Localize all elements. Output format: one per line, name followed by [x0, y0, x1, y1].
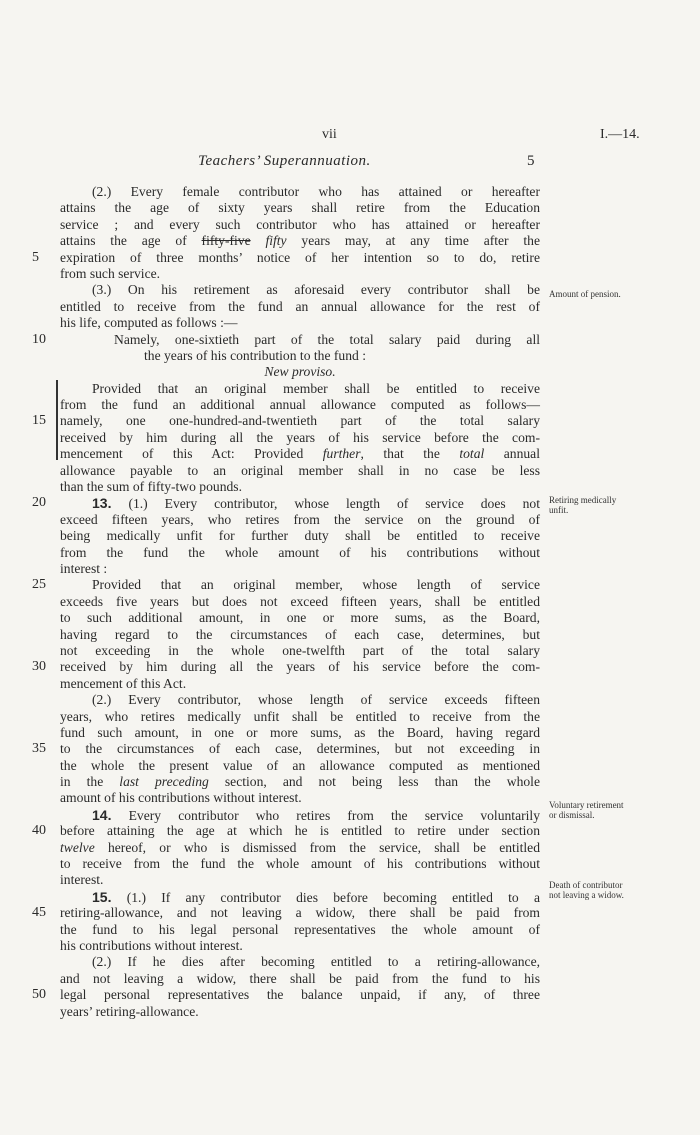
line-text: received by him during all the years of his service before the com- [60, 659, 540, 675]
text-line [60, 364, 540, 380]
line-number: 35 [32, 741, 46, 757]
text-line [60, 528, 540, 544]
line-text: expiration of three months’ notice of her intention so to do, retire [60, 249, 540, 265]
line-text: in the last preceding section, and not being less than the whole [60, 774, 540, 790]
text-line [60, 840, 540, 856]
text-line [60, 217, 540, 233]
line-text: (2.) Every female contributor who has attained or hereafter [92, 184, 540, 199]
text-line [60, 315, 540, 331]
line-text: to the circumstances of each case, determines, but not exceeding in [60, 741, 540, 757]
text-line [60, 889, 540, 905]
line-text: twelve hereof, or who is dismissed from the service, shall be entitled [60, 839, 540, 855]
text-line [32, 905, 540, 921]
line-text: the fund to his legal personal representatives the whole amount of [60, 921, 540, 937]
line-text: attains the age of sixty years shall retire from the Education [60, 200, 540, 216]
text-line [60, 430, 540, 446]
text-line [60, 479, 540, 495]
text-line [60, 627, 540, 643]
text-line [60, 397, 540, 413]
text-line [60, 446, 540, 462]
line-text: service ; and every such contributor who has attained or hereafter [60, 216, 540, 232]
text-line [60, 348, 540, 364]
line-text: being medically unfit for further duty shall be entitled to receive [60, 528, 540, 544]
line-text: from the fund an additional annual allowance computed as follows— [60, 397, 540, 413]
text-line [60, 790, 540, 806]
line-text: years, who retires medically unfit shall be entitled to receive from the [60, 708, 540, 724]
line-number: 10 [32, 331, 46, 347]
line-number: 5 [32, 249, 39, 265]
line-text: legal personal representatives the balance unpaid, if any, of three [60, 987, 540, 1003]
text-line [60, 692, 540, 708]
line-text: his contributions without interest. [60, 937, 243, 953]
line-text: interest. [60, 872, 104, 888]
text-line [60, 594, 540, 610]
text-line [32, 659, 540, 675]
text-line [60, 676, 540, 692]
line-text: his life, computed as follows :— [60, 315, 238, 331]
line-text: from such service. [60, 265, 161, 281]
text-line [32, 823, 540, 839]
line-number: 20 [32, 495, 46, 511]
line-text: (2.) If he dies after becoming entitled to a retiring-allowance, [92, 954, 540, 970]
line-text: amount of his contributions without interest. [60, 790, 302, 806]
text-line [32, 413, 540, 429]
margin-note-amount-of-pension: Amount of pension. [549, 289, 621, 299]
line-text: from the fund the whole amount of his contributions without [60, 544, 540, 560]
line-text: Provided that an original member, whose length of service [92, 577, 540, 593]
line-text: exceed fifteen years, who retires from the service on the ground of [60, 511, 540, 527]
text-line [32, 495, 540, 512]
text-line [60, 463, 540, 479]
line-text: mencement of this Act. [60, 675, 187, 691]
line-text: 14. Every contributor who retires from the service voluntarily [92, 806, 540, 823]
text-line [60, 807, 540, 823]
line-text: not exceeding in the whole one-twelfth part of the total salary [60, 642, 540, 658]
line-text: 13. (1.) Every contributor, whose length of service does not [92, 495, 540, 512]
line-text: having regard to the circumstances of each case, determines, but [60, 626, 540, 642]
text-line [60, 971, 540, 987]
text-line [32, 249, 540, 266]
margin-note-voluntary-retirement: Voluntary retirement or dismissal. [549, 800, 624, 820]
line-text: received by him during all the years of his service before the com- [60, 429, 540, 445]
line-text: to receive from the fund the whole amount of his contributions without [60, 856, 540, 872]
line-text: entitled to receive from the fund an annual allowance for the rest of [60, 298, 540, 314]
line-text: retiring-allowance, and not leaving a widow, there shall be paid from [60, 905, 540, 921]
line-text: fund such amount, in one or more sums, as the Board, having regard [60, 724, 540, 740]
line-text: Provided that an original member shall be entitled to receive [92, 380, 540, 396]
text-line [60, 954, 540, 970]
text-line [60, 200, 540, 216]
line-number: 50 [32, 987, 46, 1003]
text-line [60, 266, 540, 282]
line-text: than the sum of fifty-two pounds. [60, 479, 242, 495]
text-line [60, 643, 540, 659]
text-line [60, 282, 540, 298]
line-text: the whole the present value of an allowance computed as mentioned [60, 757, 540, 773]
line-number: 15 [32, 413, 46, 429]
text-line [60, 299, 540, 315]
line-text: mencement of this Act: Provided further, that the total annual [60, 446, 540, 462]
line-text: the years of his contribution to the fund : [144, 347, 366, 363]
line-text: (3.) On his retirement as aforesaid every contributor shall be [92, 282, 540, 298]
line-text: and not leaving a widow, there shall be paid from the fund to his [60, 970, 540, 986]
text-line [60, 725, 540, 741]
line-text: before attaining the age at which he is entitled to retire under section [60, 823, 540, 839]
text-line [60, 233, 540, 249]
text-line [32, 741, 540, 757]
text-line [60, 774, 540, 790]
new-proviso-marker-bar [56, 380, 58, 460]
text-line [32, 577, 540, 593]
line-number: 25 [32, 577, 46, 593]
text-line [32, 987, 540, 1003]
line-text: (2.) Every contributor, whose length of service exceeds fifteen [92, 692, 540, 708]
folio-roman: vii [322, 127, 337, 142]
line-text: attains the age of fifty-five fifty years may, at any time after the [60, 233, 541, 249]
text-line [60, 561, 540, 577]
line-text: interest : [60, 560, 108, 576]
line-number: 45 [32, 905, 46, 921]
line-number: 40 [32, 823, 46, 839]
line-text: allowance payable to an original member shall in no case be less [60, 462, 540, 478]
statute-body [32, 184, 541, 1020]
running-title: Teachers’ Superannuation. [198, 153, 371, 169]
text-line [60, 610, 540, 626]
text-line [32, 331, 540, 348]
text-line [60, 512, 540, 528]
margin-note-death-no-widow: Death of contributor not leaving a widow. [549, 880, 624, 900]
folio-ref: I.—14. [600, 127, 640, 142]
text-line [60, 545, 540, 561]
line-text: years’ retiring-allowance. [60, 1003, 199, 1019]
text-line [60, 381, 540, 397]
margin-note-retiring-medically-unfit: Retiring medically unfit. [549, 495, 617, 515]
text-line [60, 856, 540, 872]
text-line [60, 184, 540, 200]
text-line [60, 922, 540, 938]
line-text: exceeds five years but does not exceed fifteen years, shall be entitled [60, 593, 540, 609]
page-number: 5 [527, 153, 535, 169]
line-text: to such additional amount, in one or more sums, as the Board, [60, 610, 540, 626]
text-line [60, 872, 540, 888]
text-line [60, 758, 540, 774]
line-text: Namely, one-sixtieth part of the total salary paid during all [114, 331, 540, 347]
text-line [60, 1004, 540, 1020]
line-text: New proviso. [264, 364, 336, 380]
text-line [60, 709, 540, 725]
line-text: 15. (1.) If any contributor dies before becoming entitled to a [92, 888, 540, 905]
line-number: 30 [32, 659, 46, 675]
line-text: namely, one one-hundred-and-twentieth part of the total salary [60, 413, 540, 429]
text-line [60, 938, 540, 954]
